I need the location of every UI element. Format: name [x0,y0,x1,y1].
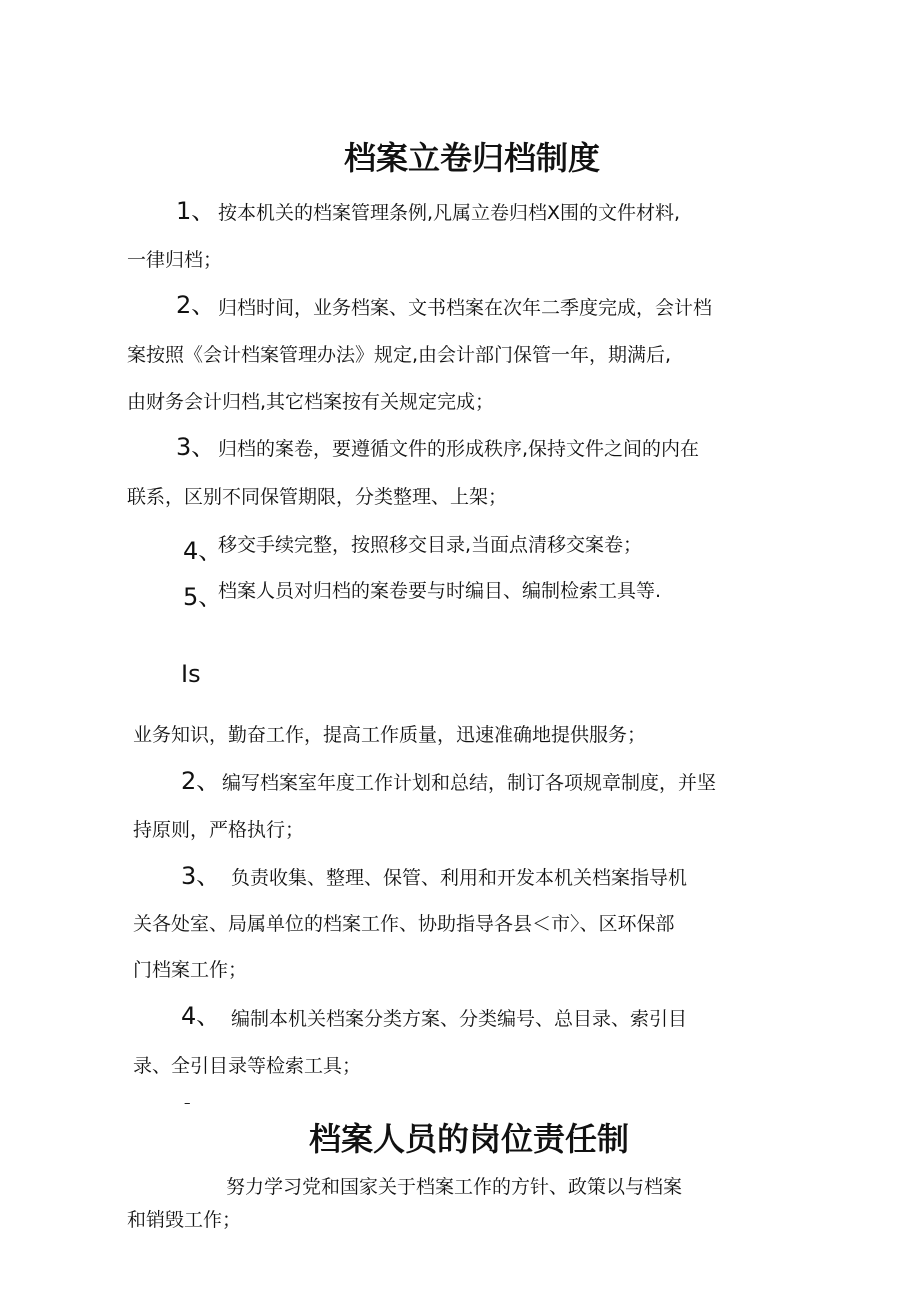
duty-3-number: 3、 [181,862,221,890]
duty-4-line-2: 录、全引目录等检索工具； [133,1055,362,1077]
rule-1-line-2: 一律归档； [127,249,223,271]
rule-2-line-2: 案按照《会计档案管理办法》规定,由会计部门保管一年，期满后, [127,344,672,366]
rule-4-line-1: 移交手续完整，按照移交目录,当面点清移交案卷； [218,534,643,556]
duty-3-line-1: 负责收集、整理、保管、利用和开发本机关档案指导机 [231,867,688,889]
closing-line-2: 和销毁工作； [127,1209,242,1231]
title-archive-filing-system: 档案立卷归档制度 [344,139,601,177]
duty-3-line-2: 关各处室、局属单位的档案工作、协助指导各县＜市〉、区环保部 [133,913,675,935]
rule-3-line-1: 归档的案卷，要遵循文件的形成秩序,保持文件之间的内在 [218,438,700,460]
rule-1-line-1: 按本机关的档案管理条例,凡属立卷归档X围的文件材料, [218,202,681,224]
rule-2-line-3: 由财务会计归档,其它档案按有关规定完成； [127,391,495,413]
duty-first-line: 业务知识，勤奋工作，提高工作质量，迅速准确地提供服务； [133,724,647,746]
rule-2-line-1: 归档时间，业务档案、文书档案在次年二季度完成，会计档 [218,297,713,319]
rule-2-number: 2、 [176,291,216,319]
duty-4-number: 4、 [181,1002,221,1030]
closing-line-1: 努力学习党和国家关于档案工作的方针、政策以与档案 [226,1176,683,1198]
is-text: Is [181,660,201,688]
title-archivist-responsibility: 档案人员的岗位责任制 [309,1120,630,1158]
rule-3-number: 3、 [176,433,216,461]
rule-4-number: 4、 [183,537,223,565]
duty-2-number: 2、 [181,767,221,795]
dash-mark: – [184,1096,191,1111]
duty-4-line-1: 编制本机关档案分类方案、分类编号、总目录、索引目 [231,1008,688,1030]
rule-1-number: 1、 [176,197,216,225]
rule-5-number: 5、 [183,583,223,611]
rule-5-line-1: 档案人员对归档的案卷要与时编目、编制检索工具等. [218,580,662,602]
duty-2-line-1: 编写档案室年度工作计划和总结，制订各项规章制度，并坚 [222,772,717,794]
duty-3-line-3: 门档案工作； [133,959,248,981]
duty-2-line-2: 持原则，严格执行； [133,819,305,841]
rule-3-line-2: 联系，区别不同保管期限，分类整理、上架； [127,486,508,508]
